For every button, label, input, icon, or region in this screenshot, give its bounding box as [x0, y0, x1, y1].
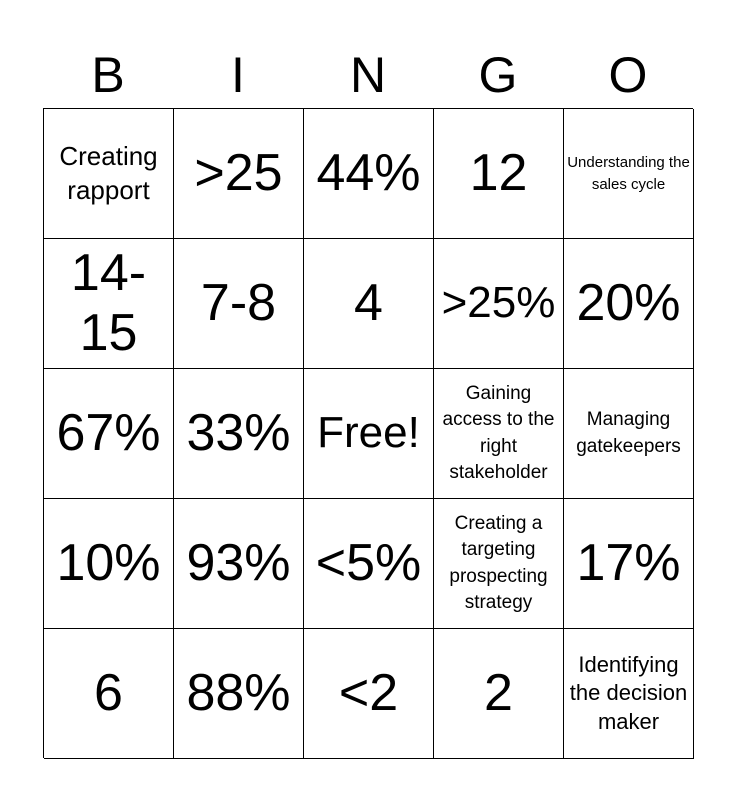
bingo-cell-n1[interactable]	[304, 109, 434, 239]
bingo-cell-b1[interactable]	[44, 109, 174, 239]
bingo-cell-b3[interactable]	[44, 369, 174, 499]
bingo-cell-b4[interactable]	[44, 499, 174, 629]
bingo-cell-o4[interactable]	[564, 499, 694, 629]
bingo-cell-label: 2	[484, 663, 513, 722]
bingo-cell-label: 20%	[576, 273, 681, 332]
bingo-header	[43, 42, 693, 108]
bingo-cell-label: 6	[94, 663, 123, 722]
bingo-cell-label: Creating a targeting prospecting strategy	[449, 513, 548, 613]
bingo-cell-n5[interactable]	[304, 629, 434, 759]
bingo-cell-n3[interactable]	[304, 369, 434, 499]
bingo-cell-i5[interactable]	[174, 629, 304, 759]
bingo-cell-label: 33%	[186, 403, 291, 462]
bingo-cell-n2[interactable]	[304, 239, 434, 369]
bingo-cell-g2[interactable]	[434, 239, 564, 369]
bingo-cell-label: 88%	[186, 663, 291, 722]
bingo-cell-i1[interactable]	[174, 109, 304, 239]
bingo-cell-b2[interactable]	[44, 239, 174, 369]
header-letter-b: B	[91, 47, 125, 103]
bingo-cell-label: 10%	[56, 533, 161, 592]
bingo-cell-o3[interactable]	[564, 369, 694, 499]
bingo-cell-g5[interactable]	[434, 629, 564, 759]
bingo-cell-label: 17%	[576, 533, 681, 592]
bingo-cell-label: <2	[338, 663, 399, 722]
header-letter-o: O	[608, 47, 648, 103]
header-letter-n: N	[349, 47, 387, 103]
bingo-cell-b5[interactable]	[44, 629, 174, 759]
bingo-cell-label: Gaining access to the right stakeholder	[442, 383, 555, 483]
header-letter-i: I	[231, 47, 245, 103]
bingo-cell-i4[interactable]	[174, 499, 304, 629]
bingo-cell-label: Identifying the decision maker	[569, 651, 688, 734]
bingo-cell-o1[interactable]	[564, 109, 694, 239]
bingo-cell-label: Free!	[317, 408, 420, 458]
bingo-cell-n4[interactable]	[304, 499, 434, 629]
bingo-cell-label: >25%	[441, 278, 556, 328]
bingo-cell-i3[interactable]	[174, 369, 304, 499]
bingo-cell-o2[interactable]	[564, 239, 694, 369]
bingo-cell-g4[interactable]	[434, 499, 564, 629]
bingo-cell-o5[interactable]	[564, 629, 694, 759]
bingo-card-grid	[43, 108, 693, 758]
bingo-cell-label: 14-15	[70, 243, 147, 362]
bingo-cell-label: Creating rapport	[59, 140, 158, 205]
bingo-cell-label: >25	[194, 143, 283, 202]
bingo-cell-label: 12	[469, 143, 528, 202]
header-letter-g: G	[478, 47, 518, 103]
bingo-cell-label: 67%	[56, 403, 161, 462]
bingo-cell-label: 93%	[186, 533, 291, 592]
bingo-cell-label: <5%	[315, 533, 422, 592]
bingo-cell-label: 7-8	[200, 273, 277, 332]
bingo-cell-label: Managing gatekeepers	[576, 409, 681, 457]
bingo-cell-i2[interactable]	[174, 239, 304, 369]
bingo-cell-g1[interactable]	[434, 109, 564, 239]
bingo-cell-label: 4	[354, 273, 383, 332]
bingo-cell-g3[interactable]	[434, 369, 564, 499]
bingo-cell-label: Understanding the sales cycle	[567, 153, 690, 193]
bingo-cell-label: 44%	[316, 143, 421, 202]
